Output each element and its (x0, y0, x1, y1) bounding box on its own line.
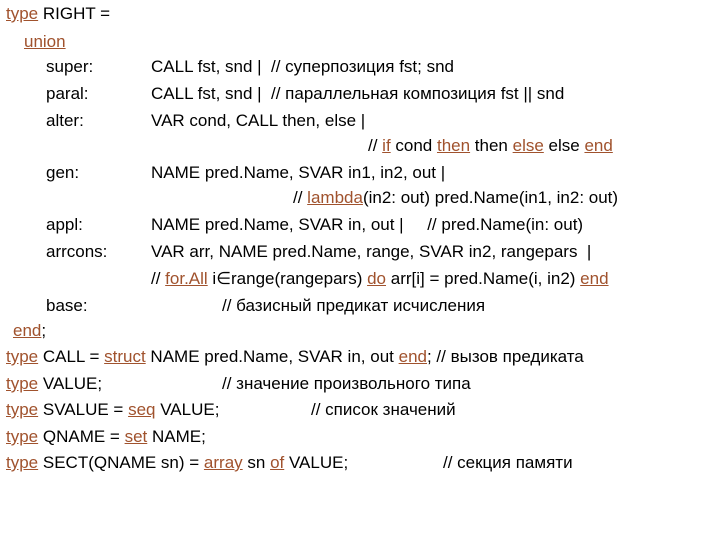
code-line (6, 453, 348, 473)
code-text: cond (390, 136, 437, 155)
code-text: VAR arr, NAME pred.Name, range, SVAR in2, rangepars | (151, 242, 592, 261)
code-line (151, 111, 365, 131)
keyword: end (584, 136, 613, 155)
code-text: sn (242, 453, 271, 472)
keyword: struct (104, 347, 146, 366)
code-line (368, 136, 613, 156)
code-text: else (543, 136, 585, 155)
keyword: type (6, 453, 39, 472)
code-text: RIGHT = (38, 4, 111, 23)
code-line (46, 296, 88, 316)
keyword: array (203, 453, 243, 472)
code-text: // (151, 269, 166, 288)
code-text: CALL fst, snd | // параллельная композиция fst || snd (151, 84, 565, 103)
code-line (443, 453, 573, 473)
code-line (6, 4, 110, 24)
code-line (222, 296, 485, 316)
code-text: i∈range(rangepars) (207, 269, 368, 288)
code-text: then (470, 136, 513, 155)
code-text: CALL = (38, 347, 105, 366)
code-text: gen: (46, 163, 80, 182)
code-text: // (293, 188, 308, 207)
keyword: type (6, 347, 39, 366)
code-text: SECT(QNAME sn) = (38, 453, 204, 472)
code-line (24, 32, 66, 52)
keyword: set (124, 427, 148, 446)
code-text: // (368, 136, 383, 155)
keyword: if (382, 136, 391, 155)
code-text: (in2: out) pred.Name(in1, in2: out) (362, 188, 619, 207)
keyword: union (24, 32, 66, 51)
code-text: NAME pred.Name, SVAR in, out | // pred.Name(in: out) (151, 215, 584, 234)
keyword: type (6, 400, 39, 419)
code-line (6, 427, 206, 447)
code-text: base: (46, 296, 88, 315)
code-text: // базисный предикат исчисления (222, 296, 486, 315)
code-text: VALUE; (155, 400, 220, 419)
keyword: type (6, 427, 39, 446)
code-line (293, 188, 618, 208)
code-text: NAME; (147, 427, 206, 446)
code-text: VAR cond, CALL then, else | (151, 111, 366, 130)
code-line (151, 215, 583, 235)
code-text: super: (46, 57, 94, 76)
keyword: else (512, 136, 544, 155)
code-line (46, 215, 83, 235)
code-text: VALUE; (284, 453, 349, 472)
code-text: appl: (46, 215, 83, 234)
code-text: // список значений (311, 400, 456, 419)
code-line (46, 111, 84, 131)
code-line (222, 374, 471, 394)
keyword: do (367, 269, 387, 288)
code-line (46, 163, 79, 183)
code-line (46, 242, 107, 262)
keyword: then (436, 136, 471, 155)
code-text: VALUE; (38, 374, 103, 393)
keyword: end (580, 269, 609, 288)
code-text: NAME pred.Name, SVAR in1, in2, out | (151, 163, 446, 182)
code-line (6, 374, 102, 394)
code-text: SVALUE = (38, 400, 129, 419)
keyword: end (398, 347, 427, 366)
keyword: of (270, 453, 285, 472)
code-line (46, 57, 93, 77)
code-text: paral: (46, 84, 89, 103)
code-line (6, 400, 219, 420)
keyword: seq (128, 400, 156, 419)
keyword: end (13, 321, 42, 340)
code-text: ; // вызов предиката (426, 347, 584, 366)
code-line (6, 347, 584, 367)
code-text: CALL fst, snd | // суперпозиция fst; snd (151, 57, 455, 76)
code-line (151, 84, 564, 104)
code-line (151, 242, 591, 262)
code-text: arrcons: (46, 242, 108, 261)
code-text: arr[i] = pred.Name(i, in2) (386, 269, 581, 288)
code-line (13, 321, 46, 341)
code-line (151, 269, 609, 289)
code-text: NAME pred.Name, SVAR in, out (145, 347, 399, 366)
code-line (311, 400, 456, 420)
code-line (151, 57, 454, 77)
keyword: lambda (307, 188, 363, 207)
keyword: for.All (165, 269, 208, 288)
keyword: type (6, 374, 39, 393)
code-text: ; (41, 321, 47, 340)
code-text: QNAME = (38, 427, 125, 446)
code-text: // секция памяти (443, 453, 573, 472)
code-text: alter: (46, 111, 84, 130)
code-line (151, 163, 445, 183)
keyword: type (6, 4, 39, 23)
code-line (46, 84, 89, 104)
code-text: // значение произвольного типа (222, 374, 471, 393)
